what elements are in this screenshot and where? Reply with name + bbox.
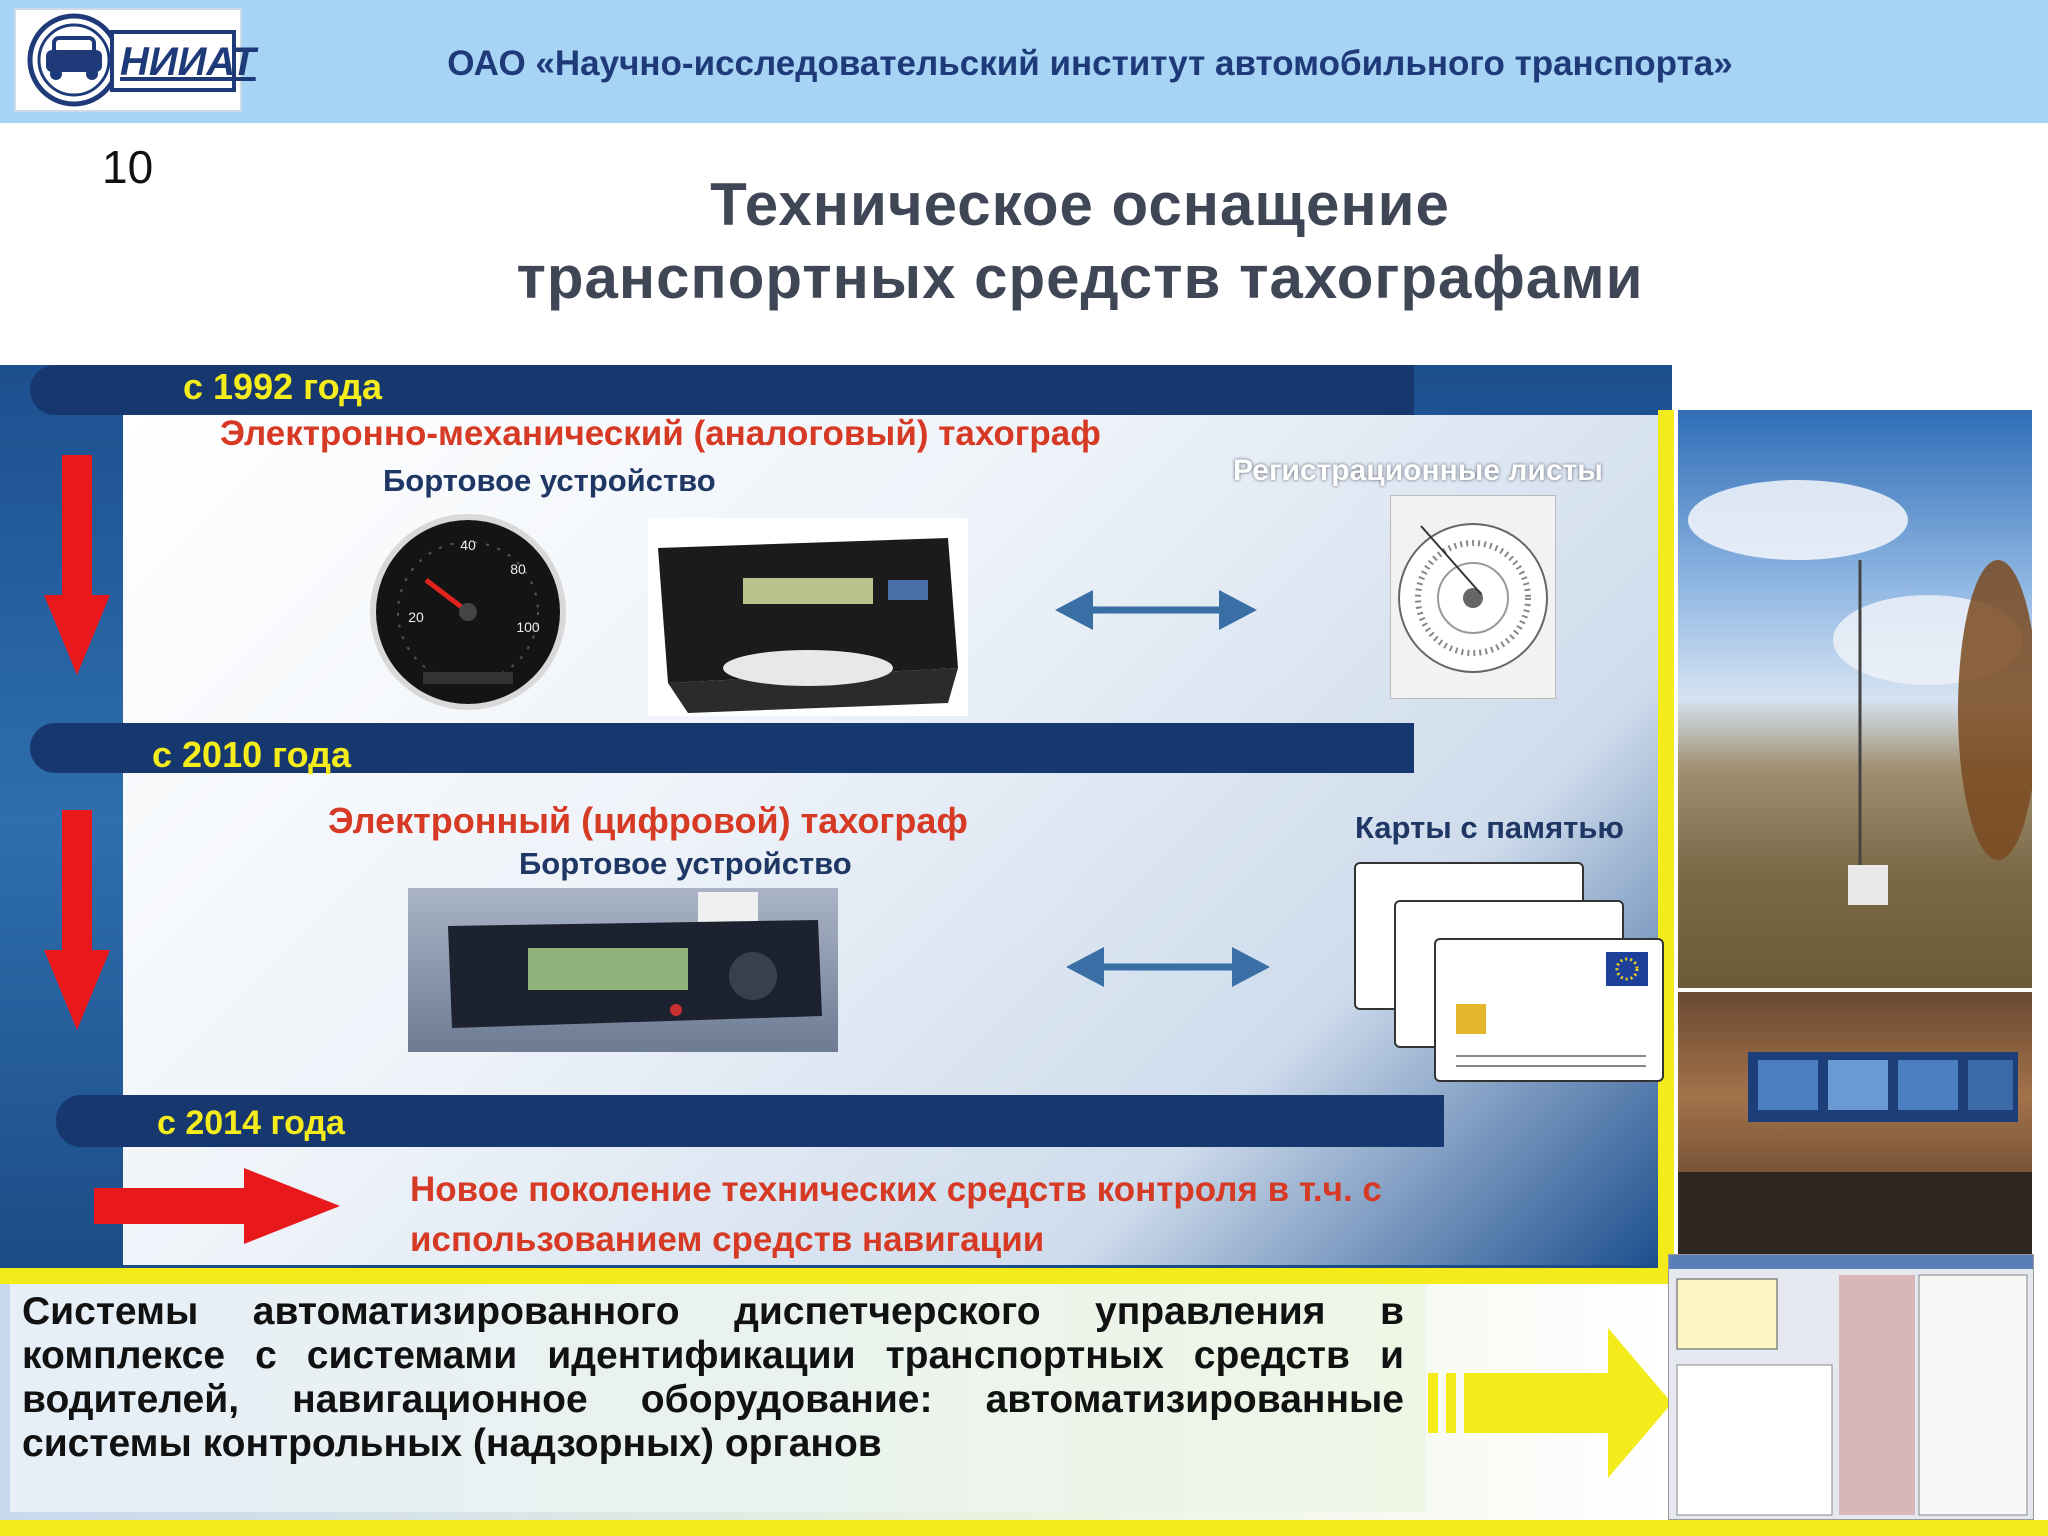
double-arrow-icon <box>1055 588 1257 632</box>
logo-text: НИИАТ <box>120 40 256 84</box>
right-arrow-icon <box>94 1168 340 1244</box>
speedometer-image <box>368 512 568 712</box>
registration-sheets-label: Регистрационные листы <box>1233 454 1603 487</box>
digital-device-label: Бортовое устройство <box>519 846 852 881</box>
period-label-2014: с 2014 года <box>157 1104 345 1142</box>
down-arrow-icon <box>44 455 110 675</box>
slide-title-line-2: транспортных средств тахографами <box>516 244 1644 311</box>
down-arrow-icon <box>44 810 110 1030</box>
new-generation-heading-line-2: использованием средств навигации <box>410 1220 1045 1259</box>
yellow-frame-bottom <box>0 1268 1674 1284</box>
digital-unit-icon <box>408 888 838 1052</box>
yellow-frame-right <box>1658 410 1674 1280</box>
memory-card-image <box>1434 938 1664 1082</box>
tachograph-unit-icon <box>648 518 968 716</box>
memory-cards-label: Карты с памятью <box>1355 810 1624 845</box>
svg-text:40: 40 <box>460 537 476 553</box>
double-arrow-icon <box>1066 945 1270 989</box>
slide-number: 10 <box>102 141 154 193</box>
antenna-tower-icon <box>1678 410 2032 988</box>
digital-tachograph-heading: Электронный (цифровой) тахограф <box>328 800 968 841</box>
yellow-frame-footer <box>0 1520 2048 1536</box>
dispatch-software-screenshot <box>1668 1254 2034 1520</box>
analog-tachograph-image <box>648 518 968 716</box>
analog-tachograph-heading: Электронно-механический (аналоговый) тахограф <box>220 414 1101 453</box>
software-window-icon <box>1669 1255 2033 1519</box>
niiat-logo <box>14 8 256 112</box>
eu-flag-icon <box>1436 940 1662 1080</box>
antenna-tower-photo <box>1678 410 2032 988</box>
organization-name: ОАО «Научно-исследовательский институт автомобильного транспорта» <box>447 44 1733 83</box>
yellow-arrow-icon <box>1428 1328 1672 1478</box>
chart-disc-icon <box>1391 496 1555 698</box>
svg-text:20: 20 <box>408 609 424 625</box>
period-label-2010: с 2010 года <box>152 734 352 775</box>
registration-sheet-image <box>1390 495 1556 699</box>
period-label-1992: с 1992 года <box>183 366 383 407</box>
control-room-photo <box>1678 992 2032 1254</box>
digital-tachograph-image <box>408 888 838 1052</box>
dispatch-systems-text: Системы автоматизированного диспетчерского управления в комплексе с системами идентификации транспортных средств и водителей, навигационное оборудование: автоматизированные системы контрольных (надзорных) органов <box>22 1290 1404 1465</box>
control-room-icon <box>1678 992 2032 1254</box>
analog-device-label: Бортовое устройство <box>383 463 716 498</box>
svg-text:100: 100 <box>516 619 540 635</box>
svg-text:80: 80 <box>510 561 526 577</box>
new-generation-heading-line-1: Новое поколение технических средств контроля в т.ч. с <box>410 1170 1382 1209</box>
slide-title-line-1: Техническое оснащение <box>710 171 1450 238</box>
